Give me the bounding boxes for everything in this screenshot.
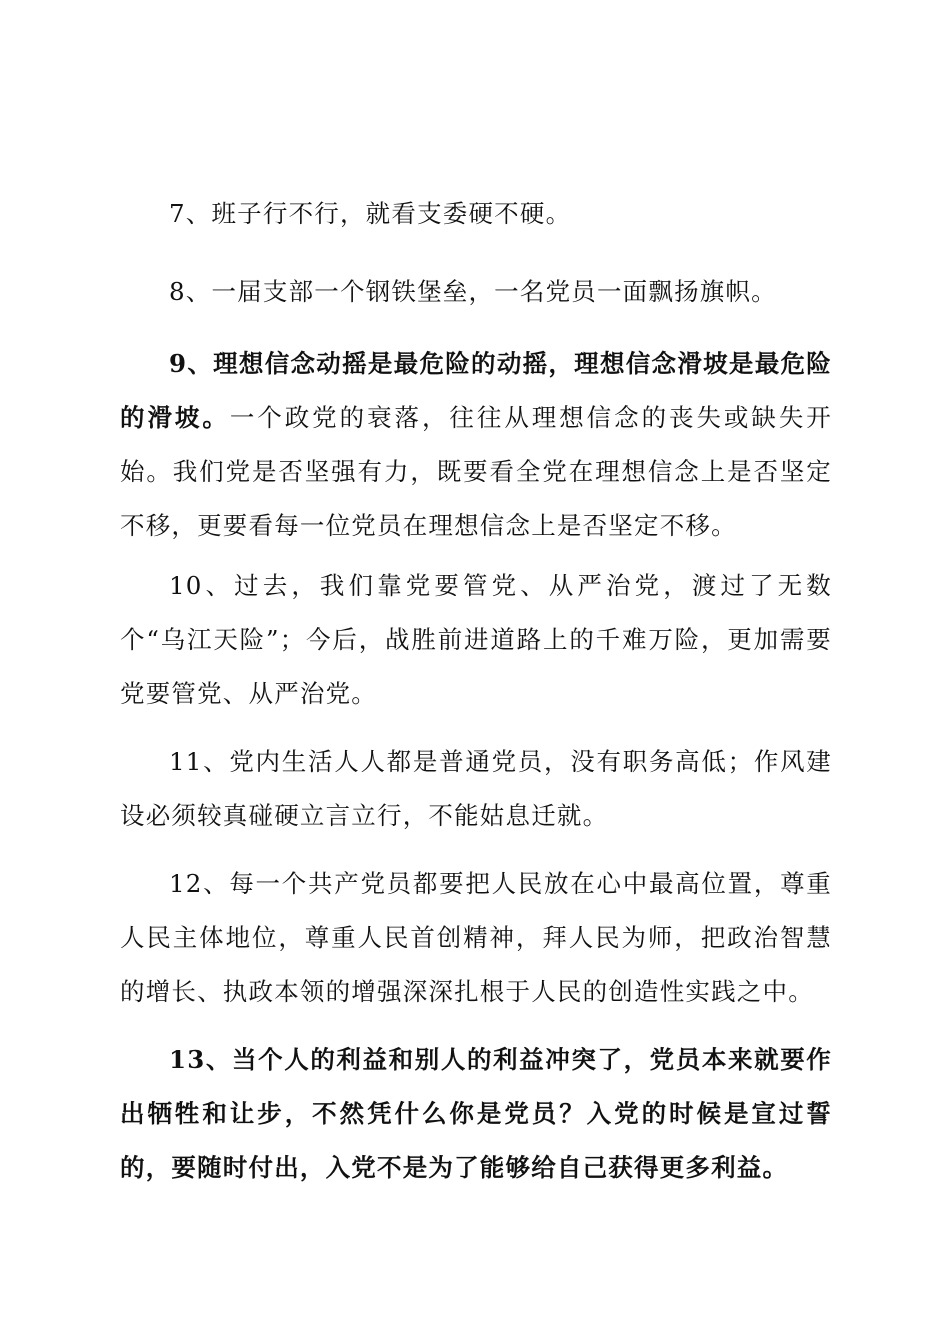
paragraph-13-bold-lead: 13、当个人的利益和别人的利益冲突了，党员本来就要作出牺牲和让步，不然凭什么你是党员？入党的时候是宣过誓的，要随时付出，入党不是为了能够给自己获得更多利益。 <box>120 1044 832 1182</box>
document-page <box>120 0 832 1344</box>
paragraph-11-text: 11、党内生活人人都是普通党员，没有职务高低；作风建设必须较真碰硬立言立行，不能姑息迁就。 <box>120 746 832 830</box>
paragraph-10 <box>120 559 832 721</box>
paragraph-11 <box>120 735 832 843</box>
paragraph-12 <box>120 857 832 1019</box>
paragraph-9-bold-lead: 9、理想信念动摇是最危险的动摇，理想信念滑坡是最危险的滑坡。 <box>120 348 832 432</box>
paragraph-12-text: 12、每一个共产党员都要把人民放在心中最高位置，尊重人民主体地位，尊重人民首创精神，拜人民为师，把政治智慧的增长、执政本领的增强深深扎根于人民的创造性实践之中。 <box>120 868 832 1006</box>
paragraph-9 <box>120 337 832 553</box>
paragraph-8-text: 8、一届支部一个钢铁堡垒，一名党员一面飘扬旗帜。 <box>169 276 777 306</box>
paragraph-13 <box>120 1033 832 1195</box>
paragraph-10-text: 10、过去，我们靠党要管党、从严治党，渡过了无数个“乌江天险”；今后，战胜前进道路上的千难万险，更加需要党要管党、从严治党。 <box>120 570 832 708</box>
paragraph-9-text: 一个政党的衰落，往往从理想信念的丧失或缺失开始。我们党是否坚强有力，既要看全党在理想信念上是否坚定不移，更要看每一位党员在理想信念上是否坚定不移。 <box>120 402 832 540</box>
paragraph-7 <box>120 187 832 241</box>
paragraph-8 <box>120 265 832 319</box>
paragraph-7-text: 7、班子行不行，就看支委硬不硬。 <box>169 198 572 228</box>
